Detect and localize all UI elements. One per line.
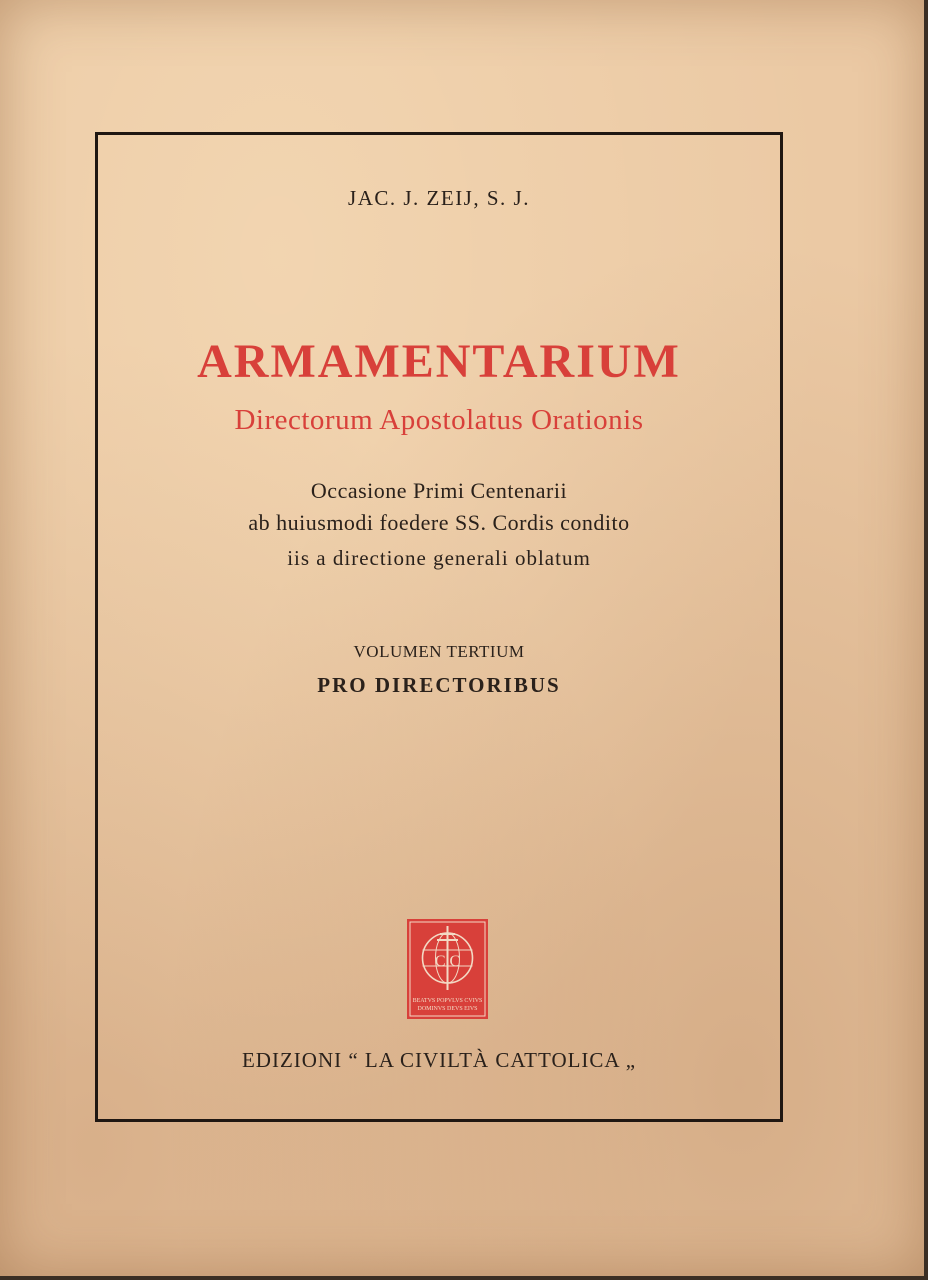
- description-line-3: iis a directione generali oblatum: [287, 546, 591, 570]
- book-title: ARMAMENTARIUM: [197, 335, 681, 388]
- description-line-1: Occasione Primi Centenarii: [310, 478, 568, 503]
- publisher-seal-icon: [406, 918, 489, 1020]
- publisher-name: EDIZIONI “ LA CIVILTÀ CATTOLICA „: [241, 1048, 637, 1072]
- volume-subtitle: PRO DIRECTORIBUS: [317, 673, 561, 697]
- description-line-2: ab huiusmodi foedere SS. Cordis condito: [248, 510, 630, 535]
- seal-motto-line-2: DOMINVS DEVS EIVS: [417, 1006, 478, 1012]
- volume-label: VOLUMEN TERTIUM: [353, 642, 525, 661]
- seal-motto-line-1: BEATVS POPVLVS CVIVS: [412, 998, 483, 1004]
- author-name: JAC. J. ZEIJ, S. J.: [348, 186, 530, 210]
- seal-monogram: C C: [434, 953, 461, 970]
- book-subtitle: Directorum Apostolatus Orationis: [234, 404, 644, 436]
